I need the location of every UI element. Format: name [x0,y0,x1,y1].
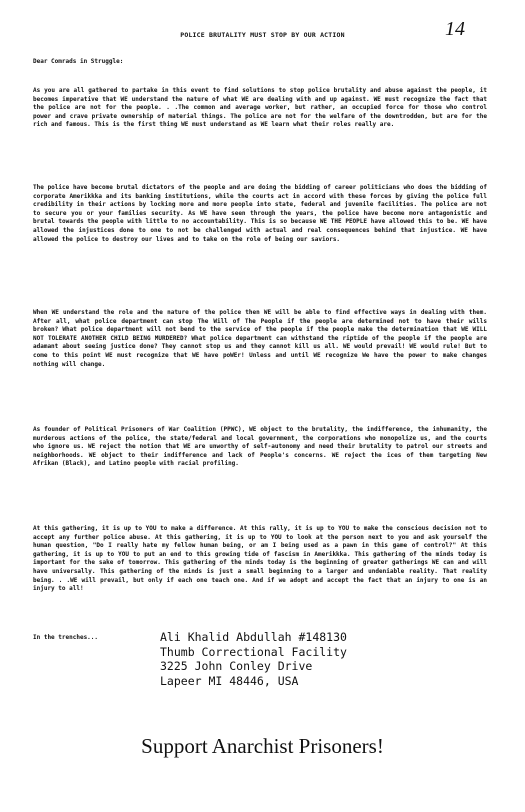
closing-line: In the trenches... [33,634,99,641]
salutation: Dear Comrads in Struggle: [33,58,124,65]
address-name-line: Ali Khalid Abdullah #148130 [160,630,347,644]
address-city-line: Lapeer MI 48446, USA [160,673,299,688]
mailing-address [160,630,347,688]
paragraph: As founder of Political Prisoners of War Coalition (PPWC), WE object to the brutality, the indifference, the inhumanity, the murderous actions of the police, the state/federal and local government, the corporations who monopolize us, and the courts who ignore us. WE reject the notion that WE are unworthy of self-autonomy and need their brutality to patrol our streets and neighborhoods. WE object to their indifference and lack of People's concerns. WE reject the ices of them targeting New Afrikan (Black), and Latino people with racial profiling. [33,426,487,468]
document-title: POLICE BRUTALITY MUST STOP BY OUR ACTION [180,31,345,39]
address-facility-line: Thumb Correctional Facility [160,644,347,659]
paragraph: At this gathering, it is up to YOU to make a difference. At this rally, it is up to YOU to make the conscious decision not to accept any further police abuse. At this gathering, it is up to YOU to look at the person next to you and ask yourself the human question, "Do I really hate my fellow human being, or am I being used as a pawn in this game of control?" At this gathering, it is up to YOU to put an end to this growing tide of fascism in Amerikkka. This gathering of the minds today is important for the sake of tomorrow. This gathering of the minds today is the beginning of greater gatherings WE can and will have universally. This gathering of the minds is just a small beginning to a larger and undeniable reality. That reality being. . .WE will prevail, but only if each one teach one. And if we adopt and accept the fact that an injury to one is an injury to all! [33,525,487,593]
paragraph: As you are all gathered to partake in this event to find solutions to stop police brutality and abuse against the people, it becomes imperative that WE understand the nature of what WE are dealing with and up against. WE must recognize the fact that the police are not for the people. . .The common and average worker, but rather, an occupied force for those who control power and crave private ownership of material things. The police are not for the welfare of the downtrodden, but are for the rich and famous. This is the first thing WE must understand as WE learn what their roles really are. [33,87,487,129]
paragraph: The police have become brutal dictators of the people and are doing the bidding of career politicians who does the bidding of corporate Amerikkka and its banking institutions, while the courts act in accord with these forces by giving the police full credibility in their actions by locking more and more people into state, federal and juvenile facilities. The police are not to secure you or your families security. As WE have seen through the years, the police have become more antagonistic and brutal towards the people with little to no accountability. This is so because WE THE PEOPLE have allowed this to be. WE have allowed the injustices done to one to not be challenged with actual and real consequences behind that injustice. WE have allowed the police to destroy our lives and to take on the role of being our saviors. [33,184,487,243]
paragraph: When WE understand the role and the nature of the police then WE will be able to find effective ways in dealing with them. After all, what police department can stop The Will of The People if the people are determined not to have their wills broken? What police department will not bend to the service of the people if the people make the determination that WE WILL NOT TOLERATE ANOTHER CHILD BEING MURDERED? What police department can withstand the riptide of the people if the people are adamant about seeing justice done? They cannot stop us and they cannot kill us all. WE would prevail! WE would rule! But to come to this point WE must recognize that WE have poWEr! Unless and until WE recognize We have the power to make changes nothing will change. [33,309,487,368]
page-number: 14 [445,18,465,40]
footer-slogan: Support Anarchist Prisoners! [141,734,384,758]
address-street-line: 3225 John Conley Drive [160,659,313,673]
